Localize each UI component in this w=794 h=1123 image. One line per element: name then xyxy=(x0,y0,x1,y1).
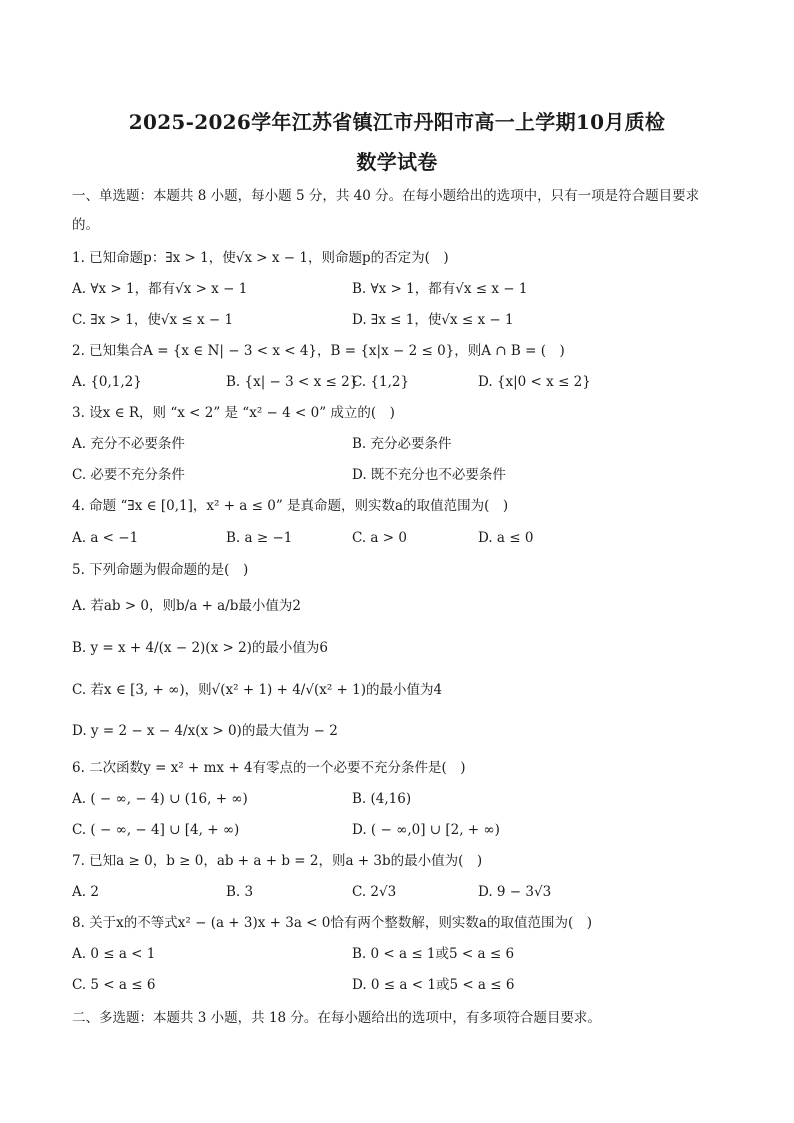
section1-instructions: 一、单选题：本题共 8 小题，每小题 5 分，共 40 分。在每小题给出的选项中，只有一项是符合题目要求 xyxy=(72,188,700,204)
q2-option-a: A. {0,1,2} xyxy=(72,374,142,390)
question-1: 1. 已知命题p：∃x > 1，使√x > x − 1，则命题p的否定为( ) xyxy=(72,250,449,266)
q1-option-c: C. ∃x > 1，使√x ≤ x − 1 xyxy=(72,312,234,328)
question-2: 2. 已知集合A = {x ∈ N| − 3 < x < 4}，B = {x|x − 2 ≤ 0}，则A ∩ B = ( ) xyxy=(72,343,565,359)
q7-option-c: C. 2√3 xyxy=(352,884,397,900)
q3-option-d: D. 既不充分也不必要条件 xyxy=(352,467,506,483)
q4-option-c: C. a > 0 xyxy=(352,530,407,546)
q6-option-d: D. ( − ∞,0] ∪ [2, + ∞) xyxy=(352,822,500,838)
section1-instructions-cont: 的。 xyxy=(72,217,99,233)
question-8: 8. 关于x的不等式x² − (a + 3)x + 3a < 0恰有两个整数解，则实数a的取值范围为( ) xyxy=(72,915,592,931)
section2-instructions: 二、多选题：本题共 3 小题，共 18 分。在每小题给出的选项中，有多项符合题目要求。 xyxy=(72,1010,601,1026)
q5-option-b: B. y = x + 4/(x − 2)(x > 2)的最小值为6 xyxy=(72,640,329,656)
question-3: 3. 设x ∈ R，则 “x < 2” 是 “x² − 4 < 0” 成立的( ) xyxy=(72,405,395,421)
q4-option-b: B. a ≥ −1 xyxy=(226,530,293,546)
question-5: 5. 下列命题为假命题的是( ) xyxy=(72,562,249,578)
exam-title: 2025-2026学年江苏省镇江市丹阳市高一上学期10月质检 xyxy=(128,110,666,134)
q8-option-d: D. 0 ≤ a < 1或5 < a ≤ 6 xyxy=(352,977,515,993)
q8-option-a: A. 0 ≤ a < 1 xyxy=(72,946,156,962)
q5-option-d: D. y = 2 − x − 4/x(x > 0)的最大值为 − 2 xyxy=(72,723,338,739)
question-4: 4. 命题 “∃x ∈ [0,1]，x² + a ≤ 0” 是真命题，则实数a的取值范围为( ) xyxy=(72,498,509,514)
q6-option-c: C. ( − ∞, − 4] ∪ [4, + ∞) xyxy=(72,822,240,838)
q1-option-b: B. ∀x > 1，都有√x ≤ x − 1 xyxy=(352,281,528,297)
exam-subtitle: 数学试卷 xyxy=(356,150,438,174)
q2-option-d: D. {x|0 < x ≤ 2} xyxy=(478,374,591,390)
q8-option-b: B. 0 < a ≤ 1或5 < a ≤ 6 xyxy=(352,946,515,962)
q6-option-a: A. ( − ∞, − 4) ∪ (16, + ∞) xyxy=(72,791,248,807)
q7-option-d: D. 9 − 3√3 xyxy=(478,884,552,900)
q3-option-c: C. 必要不充分条件 xyxy=(72,467,185,483)
q7-option-b: B. 3 xyxy=(226,884,254,900)
q4-option-d: D. a ≤ 0 xyxy=(478,530,534,546)
q7-option-a: A. 2 xyxy=(72,884,99,900)
q5-option-a: A. 若ab > 0，则b/a + a/b最小值为2 xyxy=(72,598,301,614)
q5-option-c: C. 若x ∈ [3, + ∞)，则√(x² + 1) + 4/√(x² + 1)的最小值为4 xyxy=(72,682,443,698)
q8-option-c: C. 5 < a ≤ 6 xyxy=(72,977,156,993)
question-6: 6. 二次函数y = x² + mx + 4有零点的一个必要不充分条件是( ) xyxy=(72,760,466,776)
q3-option-b: B. 充分必要条件 xyxy=(352,436,452,452)
q3-option-a: A. 充分不必要条件 xyxy=(72,436,185,452)
q2-option-c: C. {1,2} xyxy=(352,374,410,390)
q4-option-a: A. a < −1 xyxy=(72,530,139,546)
question-7: 7. 已知a ≥ 0，b ≥ 0，ab + a + b = 2，则a + 3b的最小值为( ) xyxy=(72,853,483,869)
q1-option-d: D. ∃x ≤ 1，使√x ≤ x − 1 xyxy=(352,312,514,328)
q6-option-b: B. (4,16) xyxy=(352,791,412,807)
q2-option-b: B. {x| − 3 < x ≤ 2} xyxy=(226,374,359,390)
q1-option-a: A. ∀x > 1，都有√x > x − 1 xyxy=(72,281,248,297)
